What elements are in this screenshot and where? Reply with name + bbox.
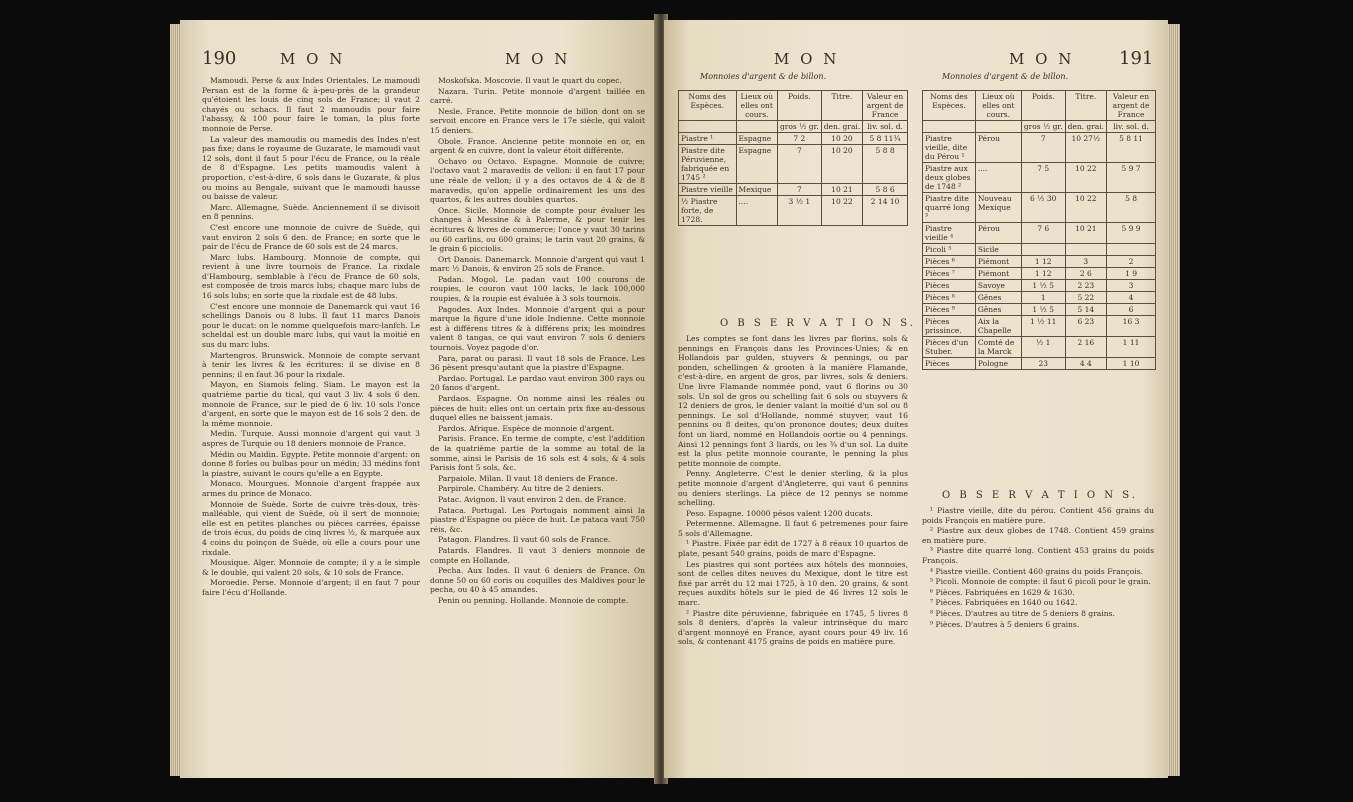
- paragraph: ¹ Piastre vieille, dite du pérou. Contient 456 grains du poids François en matière pure.: [922, 506, 1154, 525]
- units-cell: gros ½ gr.: [1021, 121, 1065, 133]
- table-cell: Pérou: [975, 133, 1021, 163]
- table-row: [923, 358, 1156, 370]
- paragraph: ⁹ Pièces. D'autres à 5 deniers 6 grains.: [930, 619, 1080, 629]
- table-cell: 5 8 8: [863, 145, 908, 184]
- table-cell: 5 9 7: [1107, 163, 1156, 193]
- paragraph: ⁷ Pièces. Fabriquées en 1640 ou 1642.: [930, 598, 1078, 608]
- table-row: [923, 193, 1156, 223]
- page-number: 190: [202, 48, 237, 69]
- table-cell: 10 20: [821, 133, 862, 145]
- units-cell: liv. sol. d.: [1107, 121, 1156, 133]
- paragraph: Peso. Espagne. 10000 pésos valent 1200 ducats.: [686, 508, 873, 518]
- table-cell: 1 11: [1107, 337, 1156, 358]
- table-cell: Pièces: [923, 358, 976, 370]
- paragraph: Patards. Flandres. Il vaut 3 deniers monnoie de compte en Hollande.: [430, 545, 645, 565]
- paragraph: Les comptes se font dans les livres par florins, sols & pennings en François dans les Provinces-Unies; & en Hollandois par gulden, stuyvers & pennings, ou par ponden, schellingen & grooten à la manière Flamande, c'est-à-dire, en argent de gros, par livres, sols & deniers. Une livre Flamande nommée pond, vaut 6 florins ou 30 sols. Un sol de gros ou schelling fait 6 sols ou stuyvers & 12 deniers de gros, le denier valant la moitié d'un sol ou 8 pennings. Le sol d'Hollande, nommé stuyver, vaut 16 pennins ou 8 deites, qu'on prononce doutes; deux duites font un liard, nommé en Hollandois oortie ou 4 pennings. Ainsi 12 pennings font 3 liards, ou les ¾ d'un sol. La duite est la plus petite monnoie courante, le penning la plus petite monnoie de compte.: [678, 334, 908, 468]
- table-row: [679, 133, 908, 145]
- paragraph: Padan. Mogol. Le padan vaut 100 courons de roupies, le couron vaut 100 lacks, le lack 100,000 roupies, & la roupie est évaluée à 3 sols tournois.: [430, 274, 645, 304]
- paragraph: Ort Danois. Danemarck. Monnoie d'argent qui vaut 1 marc ½ Danois, & environ 25 sols de France.: [430, 254, 645, 274]
- table-row: [923, 337, 1156, 358]
- paragraph: Pardos. Afrique. Espèce de monnoie d'argent.: [438, 423, 615, 433]
- table-header-cell: Lieux où elles ont cours.: [736, 91, 777, 121]
- table-cell: 2 23: [1065, 280, 1106, 292]
- page-edges-right: [1166, 24, 1180, 776]
- table-cell: 5 22: [1065, 292, 1106, 304]
- table-row: [923, 292, 1156, 304]
- table-cell: Nouveau Mexique: [975, 193, 1021, 223]
- table-cell: 3: [1065, 256, 1106, 268]
- table-cell: ½ Piastre forte, de 1728.: [679, 196, 737, 226]
- table-cell: ....: [975, 163, 1021, 193]
- paragraph: Moskofska. Moscovie. Il vaut le quart du copec.: [438, 76, 622, 85]
- paragraph: ² Piastre dite péruvienne, fabriquée en 1745, 5 livres 8 sols 8 deniers, d'après la valeur intrinsèque du marc d'argent monnoyé en France, ayant cours pour 49 liv. 16 sols, & contenant 4175 grains de poids en matière pure.: [678, 608, 908, 647]
- table-cell: [1021, 244, 1065, 256]
- table-cell: 4 4: [1065, 358, 1106, 370]
- paragraph: Obole. France. Ancienne petite monnoie en or, en argent & en cuivre, dont la valeur étoit différente.: [430, 136, 645, 156]
- table-cell: Savoye: [975, 280, 1021, 292]
- observations-text-right: [922, 506, 1154, 630]
- units-cell: den. grai.: [821, 121, 862, 133]
- table-cell: 5 8 11¾: [863, 133, 908, 145]
- table-cell: 7: [1021, 133, 1065, 163]
- table-cell: 1 9: [1107, 268, 1156, 280]
- table-cell: Piémont: [975, 268, 1021, 280]
- paragraph: Once. Sicile. Monnoie de compte pour évaluer les changes à Messine & à Palerme, & pour tenir les écritures & livres de commerce; l'once y vaut 30 tarins ou 60 carlins, ou 600 grains; le tarin vaut 20 grains, & le grain 6 picciolis.: [430, 205, 645, 254]
- table-header-cell: Poids.: [1021, 91, 1065, 121]
- paragraph: Pagodes. Aux Indes. Monnoie d'argent qui a pour marque la figure d'une idole Indienne. Cette monnoie est à différens titres & à différens prix; les moindres valent 8 tangas, ce qui vaut environ 7 sols 6 deniers tournois. Voyez pagode d'or.: [430, 304, 645, 353]
- table-cell: 1 12: [1021, 268, 1065, 280]
- table-cell: Piastre dite quarré long ³: [923, 193, 976, 223]
- table-cell: 10 27½: [1065, 133, 1106, 163]
- coin-table-right: [922, 90, 1156, 370]
- paragraph: ⁵ Picoli. Monnoie de compte: il faut 6 picoli pour le grain.: [930, 577, 1151, 587]
- table-cell: 2 6: [1065, 268, 1106, 280]
- units-cell: [923, 121, 976, 133]
- paragraph: ⁶ Pièces. Fabriquées en 1629 & 1630.: [930, 587, 1075, 597]
- table-cell: 1 12: [1021, 256, 1065, 268]
- table-cell: Gênes: [975, 292, 1021, 304]
- table-cell: 7 5: [1021, 163, 1065, 193]
- table-cell: 6 23: [1065, 316, 1106, 337]
- table-cell: Pièces ⁸: [923, 292, 976, 304]
- table-title: Monnoies d'argent & de billon.: [942, 72, 1069, 81]
- table-cell: 1 ½ 11: [1021, 316, 1065, 337]
- right-page: [664, 20, 1168, 778]
- paragraph: ³ Piastre dite quarré long. Contient 453 grains du poids François.: [922, 546, 1154, 565]
- units-cell: [975, 121, 1021, 133]
- table-cell: 16 3: [1107, 316, 1156, 337]
- table-cell: Pièces prissince.: [923, 316, 976, 337]
- table-cell: [1065, 244, 1106, 256]
- table-header-cell: Valeur en argent de France: [863, 91, 908, 121]
- table-cell: Aix la Chapelle: [975, 316, 1021, 337]
- running-header: M O N: [280, 50, 346, 68]
- units-cell: den. grai.: [1065, 121, 1106, 133]
- paragraph: ⁴ Piastre vieille. Contient 460 grains du poids François.: [930, 566, 1144, 576]
- table-cell: 1 ½ 5: [1021, 304, 1065, 316]
- table-cell: Pérou: [975, 223, 1021, 244]
- table-header-cell: Poids.: [777, 91, 821, 121]
- paragraph: Monaco. Mourgues. Monnoie d'argent frappée aux armes du prince de Monaco.: [202, 479, 420, 498]
- paragraph: Ochavo ou Octavo. Espagne. Monnoie de cuivre; l'octavo vaut 2 maravedis de vellon: il en faut 17 pour une réale de vellon; il y a des octavos de 4 & de 8 maravedis, qu'on appelle ordinairement les uns des quartos, & les autres doubles quartos.: [430, 156, 645, 205]
- units-cell: liv. sol. d.: [863, 121, 908, 133]
- observations-title: O B S E R V A T I O N S.: [942, 490, 1138, 501]
- table-row: [923, 133, 1156, 163]
- table-cell: Pologne: [975, 358, 1021, 370]
- table-cell: 10 21: [1065, 223, 1106, 244]
- paragraph: ² Piastre aux deux globes de 1748. Contient 459 grains en matière pure.: [922, 526, 1154, 545]
- paragraph: Moroedie. Perse. Monnoie d'argent; il en faut 7 pour faire l'écu d'Hollande.: [202, 578, 420, 597]
- paragraph: Pataca. Portugal. Les Portugais nomment ainsi la piastre d'Espagne ou pièce de huit. Le pataca vaut 750 réis, &c.: [430, 505, 645, 534]
- page-number: 191: [1119, 48, 1154, 69]
- running-header: M O N: [1009, 50, 1075, 68]
- table-cell: 1 10: [1107, 358, 1156, 370]
- table-cell: 2 16: [1065, 337, 1106, 358]
- table-cell: [1107, 244, 1156, 256]
- table-cell: 7 6: [1021, 223, 1065, 244]
- table-cell: 1 ½ 5: [1021, 280, 1065, 292]
- paragraph: Patagon. Flandres. Il vaut 60 sols de France.: [438, 535, 611, 545]
- paragraph: Pardao. Portugal. Le pardao vaut environ 300 rays ou 20 fanos d'argent.: [430, 373, 645, 393]
- table-cell: 7 2: [777, 133, 821, 145]
- table-cell: 6 ½ 30: [1021, 193, 1065, 223]
- table-cell: 5 8 6: [863, 184, 908, 196]
- table-cell: 10 22: [1065, 193, 1106, 223]
- paragraph: Les piastres qui sont portées aux hôtels des monnoies, sont de celles dites neuves du Mexique, dont le titre est fixé par arrêt du 12 mai 1725, à 10 den. 20 grains, & sont reçues auxdits hôtels sur le pied de 46 livres 12 sols le marc.: [678, 559, 908, 608]
- table-cell: Piémont: [975, 256, 1021, 268]
- paragraph: Para, parat ou parasi. Il vaut 18 sols de France. Les 36 pèsent presqu'autant que la piastre d'Espagne.: [430, 353, 645, 373]
- table-cell: Comté de la Marck: [975, 337, 1021, 358]
- table-row: [923, 256, 1156, 268]
- table-header-cell: Noms des Espèces.: [923, 91, 976, 121]
- text-column-1: [202, 76, 420, 598]
- table-cell: Espagne: [736, 133, 777, 145]
- table-cell: 5 8: [1107, 193, 1156, 223]
- table-cell: 3 ½ 1: [777, 196, 821, 226]
- table-cell: 4: [1107, 292, 1156, 304]
- running-header: M O N: [505, 50, 571, 68]
- paragraph: Pardaos. Espagne. On nomme ainsi les réales ou pièces de huit: elles ont un certain prix fixe au-dessous duquel elles ne baissent jamais.: [430, 394, 645, 423]
- table-cell: Piastre ¹: [679, 133, 737, 145]
- table-cell: 7: [777, 145, 821, 184]
- paragraph: C'est encore une monnoie de cuivre de Suède, qui vaut environ 2 sols 6 den. de France; en sorte que le pair de l'écu de France de 60 sols est de 24 marcs.: [202, 222, 420, 252]
- paragraph: Nazara. Turin. Petite monnoie d'argent taillée en carré.: [430, 86, 645, 106]
- table-cell: Picoli ⁵: [923, 244, 976, 256]
- running-header: M O N: [774, 50, 840, 68]
- table-row: [923, 316, 1156, 337]
- table-row: [923, 280, 1156, 292]
- table-cell: Piastre dite Péruvienne, fabriquée en 1745 ²: [679, 145, 737, 184]
- paragraph: C'est encore une monnoie de Danemarck qui vaut 16 schellings Danois ou 8 lubs. Il faut 11 marcs Danois pour le ducat: on le nomme quelquefois marc-lanfch. Le scheldal est un double marc lubs, qui vaut la moitié en sus du marc lubs.: [202, 301, 420, 350]
- paragraph: Parpirole. Chambéry. Au titre de 2 deniers.: [438, 484, 604, 494]
- paragraph: Penny. Angleterre. C'est le denier sterling, & la plus petite monnoie d'argent d'Angleterre, qui vaut 6 pennins ou deniers sterlings. La pièce de 12 pennys se nomme schelling.: [678, 469, 908, 508]
- table-cell: ½ 1: [1021, 337, 1065, 358]
- table-header-cell: Noms des Espèces.: [679, 91, 737, 121]
- table-cell: 2 14 10: [863, 196, 908, 226]
- table-cell: Piastre vieille, dite du Pérou ¹: [923, 133, 976, 163]
- table-row: [679, 196, 908, 226]
- paragraph: Nesle. France. Petite monnoie de billon dont on se servoit encore en France vers le 17e siècle, qui valoit 15 deniers.: [430, 106, 645, 135]
- table-cell: 3: [1107, 280, 1156, 292]
- table-cell: 1: [1021, 292, 1065, 304]
- table-title: Monnoies d'argent & de billon.: [700, 72, 827, 81]
- paragraph: Médin ou Maidin. Egypte. Petite monnoie d'argent: on donne 8 forles ou bulbas pour un médin; 33 médins font la piastre, suivant le cours qu'elle a en Egypte.: [202, 449, 420, 478]
- table-row: [679, 184, 908, 196]
- table-cell: Gênes: [975, 304, 1021, 316]
- table-row: [923, 163, 1156, 193]
- table-header-cell: Lieux où elles ont cours.: [975, 91, 1021, 121]
- observations-title: O B S E R V A T I O N S.: [720, 318, 916, 329]
- text-column-2: [430, 76, 645, 606]
- observations-text-left: [678, 334, 908, 648]
- left-page: [180, 20, 658, 778]
- paragraph: Patac. Avignon. Il vaut environ 2 den. de France.: [438, 494, 627, 504]
- paragraph: Marc. Allemagne, Suède. Anciennement il se divisoit en 8 pennins.: [202, 202, 420, 222]
- table-cell: Pièces d'un Stuber.: [923, 337, 976, 358]
- paragraph: Mamoudi. Perse & aux Indes Orientales. Le mamoudi Persan est de la forme & à-peu-près de la grandeur qu'étoient les louis de cinq sols de France; il vaut 2 chayés ou schacs. Il faut 2 mamoudis pour faire l'abassy, & 100 pour faire le toman, la plus forte monnoie de Perse.: [202, 76, 420, 133]
- table-header-cell: Titre.: [821, 91, 862, 121]
- paragraph: Martengros. Brunswick. Monnoie de compte servant à tenir les livres & les écritures: il se divise en 8 pennins; il en faut 36 pour la rixdale.: [202, 350, 420, 379]
- table-cell: 7: [777, 184, 821, 196]
- table-cell: 5 9 9: [1107, 223, 1156, 244]
- paragraph: Petermenne. Allemagne. Il faut 6 petremenes pour faire 5 sols d'Allemagne.: [678, 519, 908, 538]
- paragraph: Monnoie de Suède. Sorte de cuivre très-doux, très-malléable, qui vient de Suède, où il sert de monnoie; elle est en petites planches ou pièces carrées, épaisse de trois écus, du poids de cinq livres ½, & marquée aux 4 coins du poinçon de Suède, où elle a cours pour une rixdale.: [202, 499, 420, 557]
- paragraph: Mousique. Alger. Monnoie de compte; il y a le simple & le double, qui valent 20 sols, & 10 sols de France.: [202, 558, 420, 577]
- paragraph: Medin. Turquie. Aussi monnoie d'argent qui vaut 3 aspres de Turquie ou 18 deniers monnoie de France.: [202, 429, 420, 448]
- table-cell: Pièces: [923, 280, 976, 292]
- paragraph: Marc lubs. Hambourg. Monnoie de compte, qui revient à une livre tournois de France. La rixdale d'Hambourg, semblable à l'écu de France de 60 sols, est composée de trois marcs lubs; chaque marc lubs de 16 sols lubs; en sorte que la rixdale est de 48 lubs.: [202, 252, 420, 301]
- table-cell: 10 21: [821, 184, 862, 196]
- table-cell: Mexique: [736, 184, 777, 196]
- table-header-cell: Valeur en argent de France: [1107, 91, 1156, 121]
- paragraph: ⁸ Pièces. D'autres au titre de 5 deniers 8 grains.: [930, 608, 1115, 618]
- table-cell: Sicile: [975, 244, 1021, 256]
- table-cell: 10 22: [1065, 163, 1106, 193]
- paragraph: Mayon, en Siamois feling. Siam. Le mayon est la quatrième partie du tical, qui vaut 3 liv. 4 sols 6 den. monnoie de France, sur le pied de 6 liv. 10 sols l'once d'argent, en sorte que le mayon est de 16 sols 2 den. de la même monnoie.: [202, 380, 420, 428]
- units-cell: [679, 121, 737, 133]
- table-cell: 23: [1021, 358, 1065, 370]
- units-cell: [736, 121, 777, 133]
- coin-table-left: [678, 90, 908, 226]
- table-cell: ....: [736, 196, 777, 226]
- table-header-cell: Titre.: [1065, 91, 1106, 121]
- table-row: [923, 244, 1156, 256]
- table-cell: Pièces ⁷: [923, 268, 976, 280]
- table-row: [923, 304, 1156, 316]
- table-cell: Piastre aux deux globes de 1748 ²: [923, 163, 976, 193]
- paragraph: Parpaiole. Milan. Il vaut 18 deniers de France.: [438, 473, 618, 483]
- table-cell: Pièces ⁶: [923, 256, 976, 268]
- paragraph: Penin ou penning. Hollande. Monnoie de compte.: [438, 595, 629, 605]
- table-cell: 5 8 11: [1107, 133, 1156, 163]
- paragraph: ¹ Piastre. Fixée par édit de 1727 à 8 réaux 10 quartos de plate, pesant 540 grains, poids de marc d'Espagne.: [678, 539, 908, 559]
- paragraph: Pecha. Aux Indes. Il vaut 6 deniers de France. On donne 50 ou 60 coris ou coquilles des Maldives pour le pecha, ou 40 à 45 amandes.: [430, 566, 645, 595]
- table-cell: Espagne: [736, 145, 777, 184]
- table-row: [923, 268, 1156, 280]
- table-cell: 6: [1107, 304, 1156, 316]
- table-cell: 10 22: [821, 196, 862, 226]
- paragraph: Parisis. France. En terme de compte, c'est l'addition de la quatrième partie de la somme au total de la somme, ainsi le Parisis de 16 sols est 4 sols, & 4 sols Parisis font 5 sols, &c.: [430, 434, 645, 473]
- paragraph: La valeur des mamoudis ou mamedis des Indes n'est pas fixe; dans le royaume de Guzarate, le mamoudi vaut 12 sols, dont il faut 5 pour l'écu de France, ou la réale de 8 d'Espagne. Les petits mamoudis valent à proportion, c'est-à-dire, 6 sols dans le Guzarate, & plus ou moins au Bengale, suivant que le mamoudi hausse ou baisse de valeur.: [202, 134, 420, 202]
- table-cell: 2: [1107, 256, 1156, 268]
- table-cell: 5 14: [1065, 304, 1106, 316]
- table-row: [923, 223, 1156, 244]
- table-cell: Piastre vieille ⁴: [923, 223, 976, 244]
- table-cell: Piastre vieille: [679, 184, 737, 196]
- table-row: [679, 145, 908, 184]
- units-cell: gros ½ gr.: [777, 121, 821, 133]
- table-cell: Pièces ⁹: [923, 304, 976, 316]
- table-cell: 10 20: [821, 145, 862, 184]
